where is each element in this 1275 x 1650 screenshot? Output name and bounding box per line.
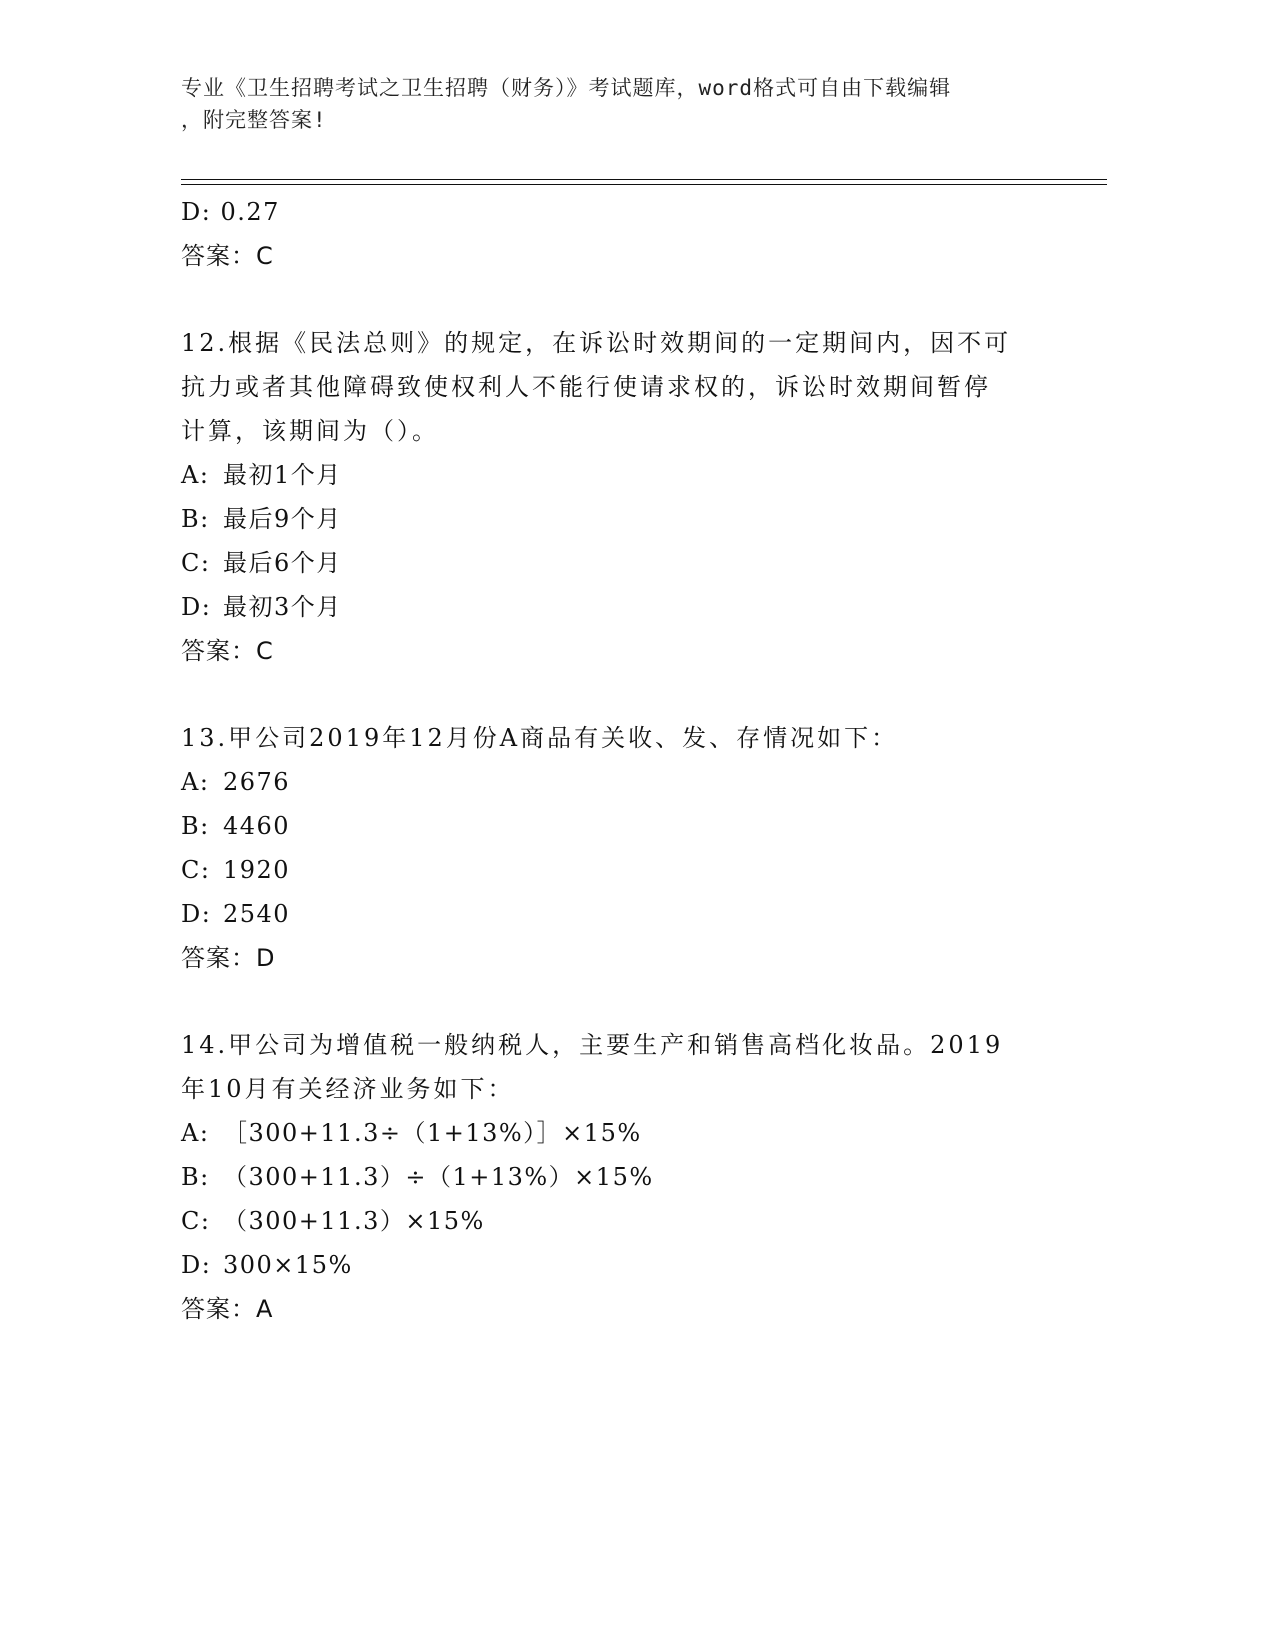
question-12-option-c <box>181 541 1081 585</box>
option-label: C: <box>181 1207 211 1235</box>
question-14-option-c <box>181 1199 1081 1243</box>
question-13-option-d <box>181 892 1081 936</box>
prev-option-d <box>181 190 1081 234</box>
question-12-text-line-3: 计算，该期间为（）。 <box>181 417 439 445</box>
question-13-option-a <box>181 760 1081 804</box>
option-label: D: <box>181 900 212 928</box>
question-14-option-d <box>181 1243 1081 1287</box>
option-text: 4460 <box>223 812 291 840</box>
question-14-text-line-2: 年10月有关经济业务如下： <box>181 1075 515 1103</box>
question-13-answer: 答案：D <box>181 944 276 972</box>
question-14-answer: 答案：A <box>181 1295 274 1323</box>
question-12-option-d <box>181 585 1081 629</box>
option-text: 最后9个月 <box>223 505 342 533</box>
question-13-option-b <box>181 804 1081 848</box>
option-label: B: <box>181 1163 210 1191</box>
option-label: D: <box>181 1251 212 1279</box>
question-13-option-c <box>181 848 1081 892</box>
prev-answer: 答案：C <box>181 242 274 270</box>
question-14-text-line-1: 14.甲公司为增值税一般纳税人，主要生产和销售高档化妆品。2019 <box>181 1031 1004 1059</box>
option-text: 2676 <box>223 768 291 796</box>
header-divider-top <box>181 179 1107 180</box>
option-text: ［300+11.3÷（1+13%）］×15% <box>223 1119 642 1147</box>
option-label: A: <box>181 461 210 489</box>
option-label: C: <box>181 549 211 577</box>
question-12-answer: 答案：C <box>181 637 274 665</box>
option-text: 1920 <box>223 856 291 884</box>
header-title-line-1: 专业《卫生招聘考试之卫生招聘（财务）》考试题库，word格式可自由下载编辑 <box>181 76 952 100</box>
option-label: A: <box>181 768 210 796</box>
question-12-option-b <box>181 497 1081 541</box>
option-label: A: <box>181 1119 210 1147</box>
question-12-text-line-2: 抗力或者其他障碍致使权利人不能行使请求权的，诉讼时效期间暂停 <box>181 373 991 401</box>
document-header <box>181 72 1081 136</box>
option-text: 2540 <box>223 900 291 928</box>
option-label: B: <box>181 812 210 840</box>
question-13-text-line-1: 13.甲公司2019年12月份A商品有关收、发、存情况如下： <box>181 724 899 752</box>
header-divider-bottom <box>181 184 1107 185</box>
option-text: （300+11.3）×15% <box>223 1207 485 1235</box>
option-text: （300+11.3）÷（1+13%）×15% <box>223 1163 654 1191</box>
option-text: 0.27 <box>220 198 280 226</box>
question-14-option-a <box>181 1111 1081 1155</box>
option-text: 最初1个月 <box>223 461 342 489</box>
question-13 <box>181 716 1081 980</box>
question-12-text-line-1: 12.根据《民法总则》的规定，在诉讼时效期间的一定期间内，因不可 <box>181 329 1012 357</box>
option-text: 最初3个月 <box>223 593 342 621</box>
question-12-option-a <box>181 453 1081 497</box>
question-content <box>181 190 1081 1331</box>
option-label: C: <box>181 856 211 884</box>
header-title-line-2: ，附完整答案! <box>181 108 327 132</box>
question-14-option-b <box>181 1155 1081 1199</box>
option-label: D: <box>181 198 212 226</box>
option-text: 300×15% <box>223 1251 353 1279</box>
option-label: B: <box>181 505 210 533</box>
question-14 <box>181 1023 1081 1331</box>
option-label: D: <box>181 593 212 621</box>
question-12 <box>181 321 1081 673</box>
option-text: 最后6个月 <box>223 549 342 577</box>
